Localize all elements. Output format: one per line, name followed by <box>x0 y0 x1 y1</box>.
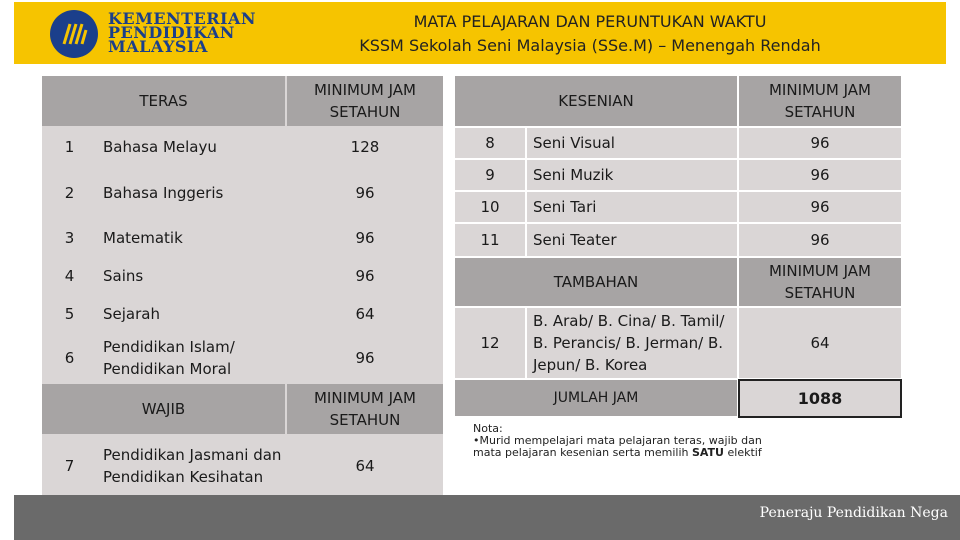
footnote-bold: SATU <box>691 446 724 459</box>
teras-min-jam-header: MINIMUM JAM SETAHUN <box>287 76 443 126</box>
row-2-hours: 96 <box>355 184 375 202</box>
footer-bar <box>14 495 960 540</box>
row-10-subject: Seni Tari <box>527 192 737 222</box>
logo-line-1: KEMENTERIAN <box>108 9 257 28</box>
row-11-subject: Seni Teater <box>527 224 737 256</box>
logo-line-2: PENDIDIKAN <box>108 23 235 42</box>
row-3-no: 3 <box>64 229 75 247</box>
row-9-hours: 96 <box>739 160 901 190</box>
footnote <box>473 423 773 459</box>
row-2-no: 2 <box>64 184 75 202</box>
footnote-title: Nota: <box>473 422 503 435</box>
kesenian-min-jam-header: MINIMUM JAM SETAHUN <box>739 76 901 126</box>
row-1-subject: Bahasa Melayu <box>103 138 217 156</box>
row-12-subject: B. Arab/ B. Cina/ B. Tamil/ B. Perancis/ B. Jerman/ B. Jepun/ B. Korea <box>527 308 737 378</box>
ministry-logo <box>50 9 257 58</box>
row-7-subject: Pendidikan Jasmani dan Pendidikan Kesihatan <box>103 446 282 486</box>
footer-text: Peneraju Pendidikan Nega <box>759 505 948 521</box>
logo-wordmark <box>108 9 257 56</box>
row-12-no: 12 <box>455 308 525 378</box>
page-title <box>300 10 880 58</box>
row-4-no: 4 <box>64 267 75 285</box>
row-11-no: 11 <box>455 224 525 256</box>
row-4-subject: Sains <box>103 267 144 285</box>
teras-header: TERAS <box>42 76 285 126</box>
row-3-hours: 96 <box>355 229 375 247</box>
row-10-no: 10 <box>455 192 525 222</box>
footnote-text-end: elektif <box>724 446 762 459</box>
wajib-header: WAJIB <box>42 384 285 434</box>
logo-line-3: MALAYSIA <box>108 37 208 56</box>
row-5-no: 5 <box>64 305 75 323</box>
row-1-no: 1 <box>64 138 75 156</box>
title-line-2: KSSM Sekolah Seni Malaysia (SSe.M) – Menengah Rendah <box>359 36 821 55</box>
row-9-no: 9 <box>455 160 525 190</box>
row-8-hours: 96 <box>739 128 901 158</box>
footnote-text <box>473 435 773 459</box>
jumlah-jam-value: 1088 <box>738 379 902 418</box>
row-8-subject: Seni Visual <box>527 128 737 158</box>
row-10-hours: 96 <box>739 192 901 222</box>
jumlah-jam-label: JUMLAH JAM <box>455 380 737 416</box>
tambahan-min-jam-header: MINIMUM JAM SETAHUN <box>739 258 901 306</box>
row-11-hours: 96 <box>739 224 901 256</box>
row-6-no: 6 <box>64 349 75 367</box>
row-4-hours: 96 <box>355 267 375 285</box>
wajib-min-jam-header: MINIMUM JAM SETAHUN <box>287 384 443 434</box>
title-line-1: MATA PELAJARAN DAN PERUNTUKAN WAKTU <box>413 12 767 31</box>
tambahan-header: TAMBAHAN <box>455 258 737 306</box>
row-12-hours: 64 <box>739 308 901 378</box>
row-8-no: 8 <box>455 128 525 158</box>
row-5-hours: 64 <box>355 305 375 323</box>
row-3-subject: Matematik <box>103 229 183 247</box>
kesenian-header: KESENIAN <box>455 76 737 126</box>
row-1-hours: 128 <box>350 138 380 156</box>
row-6-subject: Pendidikan Islam/ Pendidikan Moral <box>103 338 235 378</box>
row-2-subject: Bahasa Inggeris <box>103 184 224 202</box>
row-6-hours: 96 <box>355 349 375 367</box>
row-5-subject: Sejarah <box>103 305 160 323</box>
row-9-subject: Seni Muzik <box>527 160 737 190</box>
emblem-icon <box>50 10 98 58</box>
row-7-no: 7 <box>64 457 75 475</box>
row-7-hours: 64 <box>355 457 375 475</box>
footnote-text-start: •Murid mempelajari mata pelajaran teras, wajib dan mata pelajaran kesenian serta memilih <box>473 434 762 459</box>
